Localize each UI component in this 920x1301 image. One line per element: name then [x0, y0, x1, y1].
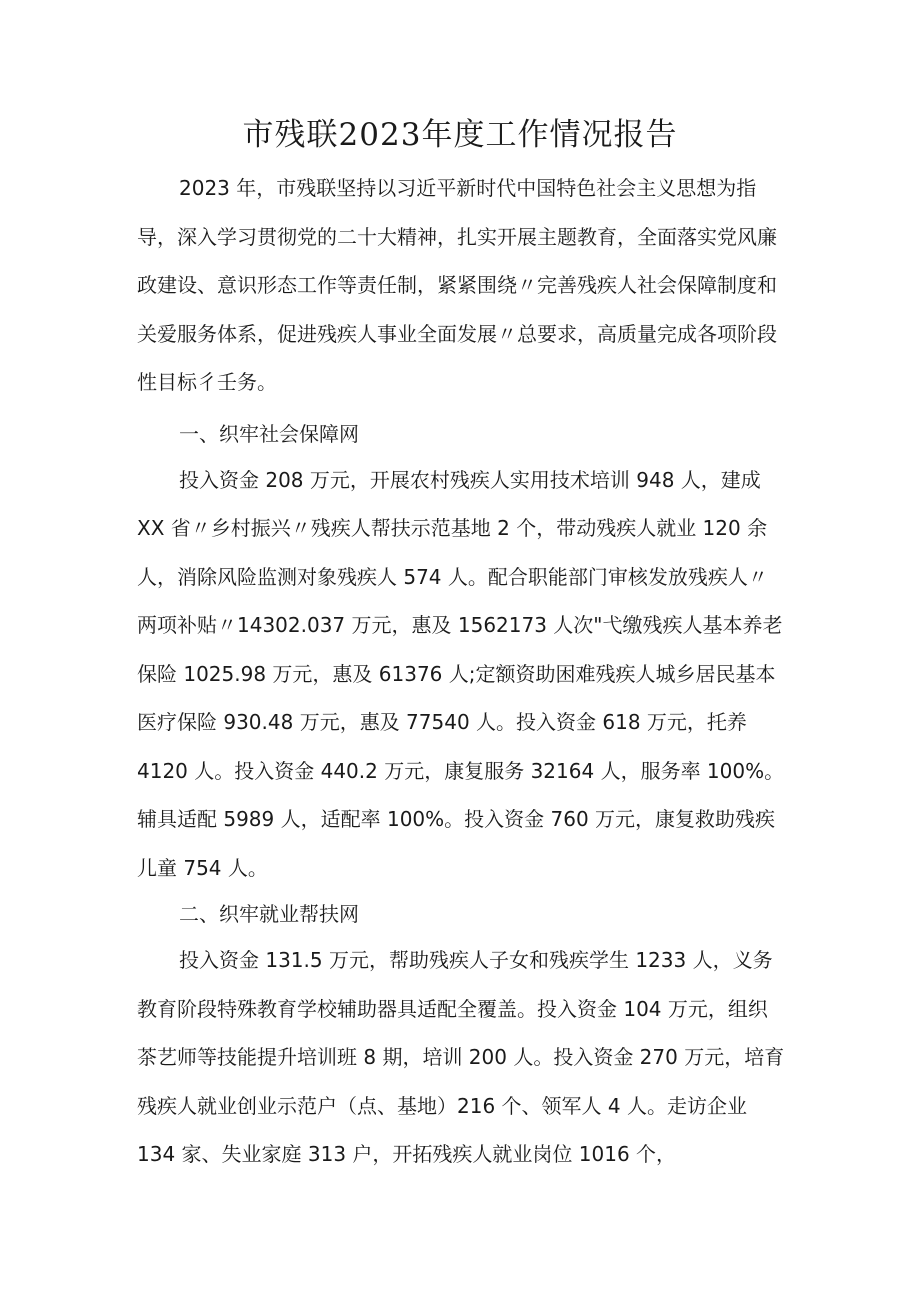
intro-line: 导，深入学习贯彻党的二十大精神，扎实开展主题教育，全面落实党风廉 [137, 225, 777, 249]
intro-line: 2023 年，市残联坚持以习近平新时代中国特色社会主义思想为指 [179, 176, 757, 200]
section2-heading: 二、织牢就业帮扶网 [179, 902, 359, 926]
section1-heading: 一、织牢社会保障网 [179, 422, 359, 446]
section1-line: 两项补贴〃14302.037 万元，惠及 1562173 人次"弋缴残疾人基本养老 [137, 613, 783, 637]
document-title: 市残联2023年度工作情况报告 [242, 117, 678, 153]
section1-line: 投入资金 208 万元，开展农村残疾人实用技术培训 948 人，建成 [179, 468, 761, 492]
section1-line: 儿童 754 人。 [137, 856, 268, 880]
section1-line: 医疗保险 930.48 万元，惠及 77540 人。投入资金 618 万元，托养 [137, 710, 747, 734]
section2-line: 投入资金 131.5 万元，帮助残疾人子女和残疾学生 1233 人，义务 [179, 948, 773, 972]
section1-line: 辅具适配 5989 人，适配率 100%。投入资金 760 万元，康复救助残疾 [137, 807, 776, 831]
section1-line: XX 省〃乡村振兴〃残疾人帮扶示范基地 2 个，带动残疾人就业 120 余 [137, 516, 768, 540]
intro-line: 性目标彳壬务。 [137, 370, 277, 394]
intro-line: 政建设、意识形态工作等责任制，紧紧围绕〃完善残疾人社会保障制度和 [137, 273, 777, 297]
section1-line: 保险 1025.98 万元，惠及 61376 人;定额资助困难残疾人城乡居民基本 [137, 662, 776, 686]
section1-line: 4120 人。投入资金 440.2 万元，康复服务 32164 人，服务率 100%。 [137, 759, 785, 783]
section2-line: 教育阶段特殊教育学校辅助器具适配全覆盖。投入资金 104 万元，组织 [137, 997, 768, 1021]
section1-line: 人，消除风险监测对象残疾人 574 人。配合职能部门审核发放残疾人〃 [137, 565, 768, 589]
section2-line: 134 家、失业家庭 313 户，开拓残疾人就业岗位 1016 个， [137, 1142, 677, 1166]
section2-line: 残疾人就业创业示范户（点、基地）216 个、领军人 4 人。走访企业 [137, 1094, 747, 1118]
section2-line: 茶艺师等技能提升培训班 8 期，培训 200 人。投入资金 270 万元，培育 [137, 1045, 785, 1069]
intro-line: 关爱服务体系，促进残疾人事业全面发展〃总要求，高质量完成各项阶段 [137, 322, 777, 346]
